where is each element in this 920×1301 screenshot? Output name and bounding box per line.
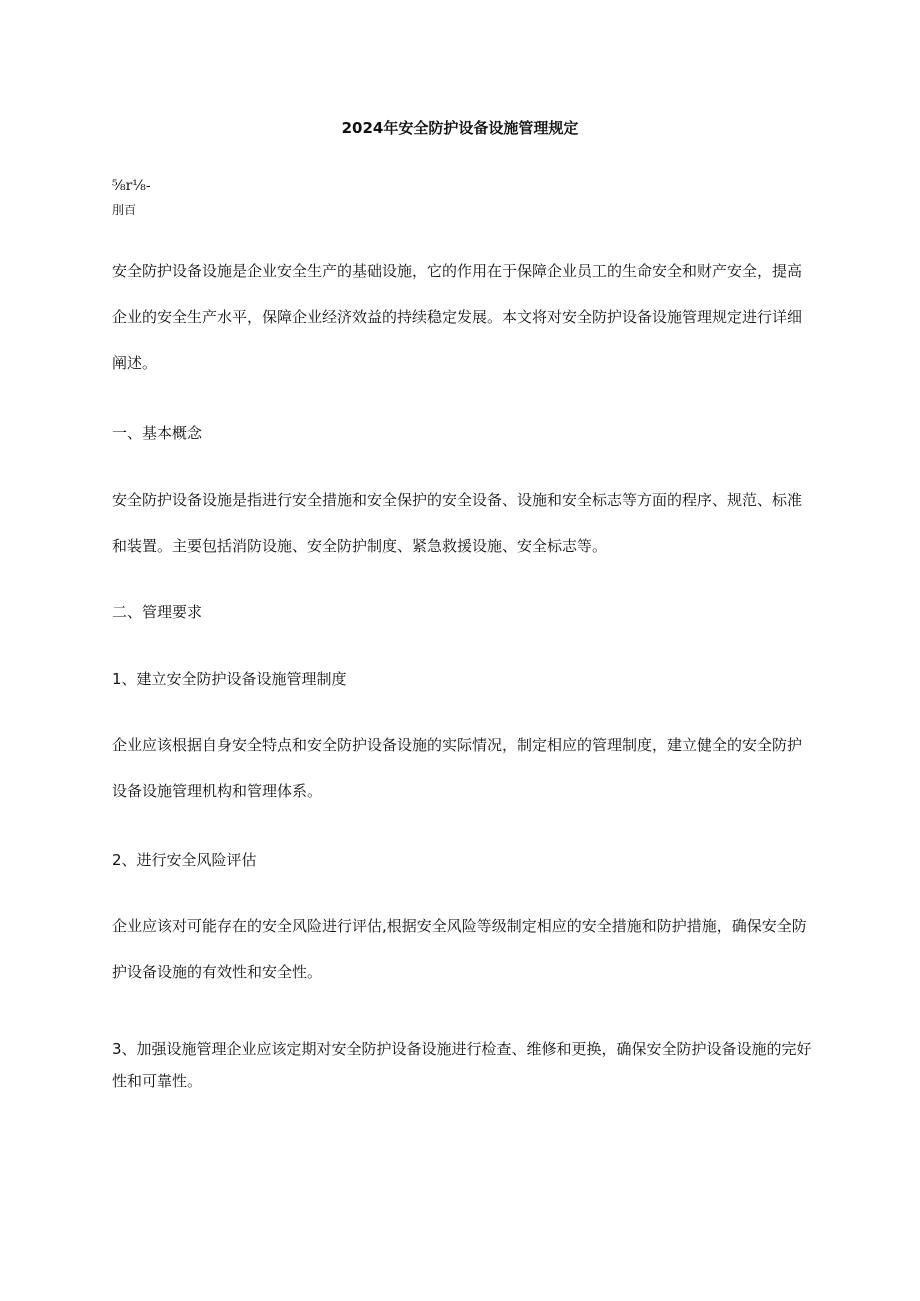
document-title: 2024年安全防护设备设施管理规定: [341, 119, 579, 137]
section-paragraph-basic-concepts: 安全防护设备设施是指进行安全措施和安全保护的安全设备、设施和安全标志等方面的程序、规范、标准和装置。主要包括消防设施、安全防护制度、紧急救援设施、安全标志等。: [112, 491, 803, 555]
section-heading-basic-concepts: 一、基本概念: [112, 424, 203, 442]
item-heading-risk-assessment: 2、进行安全风险评估: [112, 851, 257, 869]
intro-paragraph: 安全防护设备设施是企业安全生产的基础设施，它的作用在于保障企业员工的生命安全和财产安全，提高企业的安全生产水平，保障企业经济效益的持续稳定发展。本文将对安全防护设备设施管理规定进行详细阐述。: [112, 262, 803, 372]
item-paragraph-establish-system: 企业应该根据自身安全特点和安全防护设备设施的实际情况，制定相应的管理制度，建立健全的安全防护设备设施管理机构和管理体系。: [112, 736, 803, 800]
item-heading-establish-system: 1、建立安全防护设备设施管理制度: [112, 670, 347, 688]
garbled-text: ⅝r⅛-: [112, 178, 151, 194]
section-heading-management-requirements: 二、管理要求: [112, 603, 203, 621]
item-paragraph-risk-assessment: 企业应该对可能存在的安全风险进行评估,根据安全风险等级制定相应的安全措施和防护措施，确保安全防护设备设施的有效性和安全性。: [112, 917, 807, 981]
garbled-text-2: 刖百: [112, 203, 137, 217]
item-paragraph-facility-management: 3、加强设施管理企业应该定期对安全防护设备设施进行检查、维修和更换，确保安全防护设备设施的完好性和可靠性。: [112, 1040, 812, 1090]
